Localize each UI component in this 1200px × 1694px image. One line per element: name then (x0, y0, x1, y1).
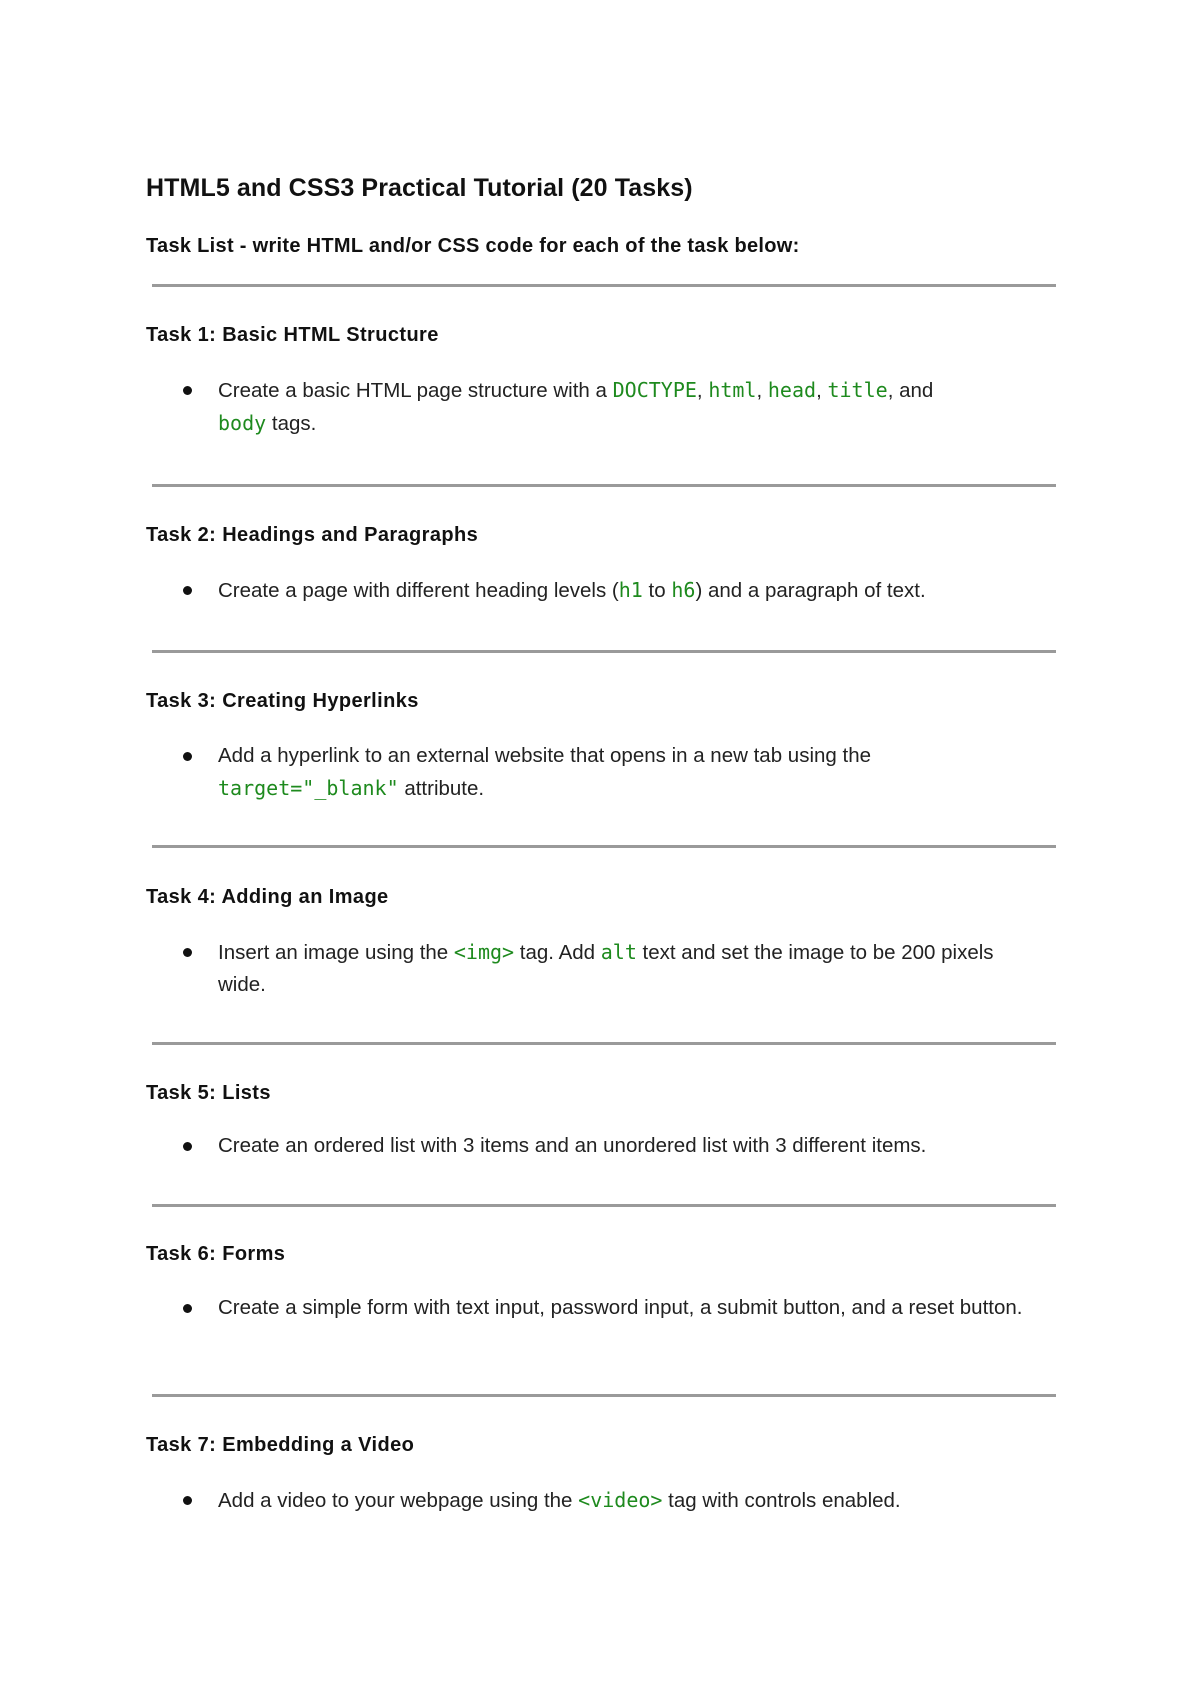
task-4-bullet: Insert an image using the <img> tag. Add alt text and set the image to be 200 pixels wide. (218, 936, 1038, 1001)
divider (152, 484, 1056, 487)
task-3-bullet: Add a hyperlink to an external website that opens in a new tab using the target="_blank" attribute. (218, 740, 1038, 805)
code-title: title (827, 378, 888, 402)
divider (152, 1042, 1056, 1045)
code-h1: h1 (618, 578, 643, 602)
task-7-bullet: Add a video to your webpage using the <video> tag with controls enabled. (218, 1484, 1038, 1517)
code-h6: h6 (671, 578, 696, 602)
task-2-bullet: Create a page with different heading levels (h1 to h6) and a paragraph of text. (218, 574, 1038, 607)
task-1-bullet: Create a basic HTML page structure with a DOCTYPE, html, head, title, and body tags. (218, 374, 1038, 440)
bullet-icon (183, 948, 192, 957)
divider (152, 1204, 1056, 1207)
bullet-icon (183, 752, 192, 761)
task-list-intro: Task List - write HTML and/or CSS code for each of the task below: (146, 235, 800, 257)
divider (152, 1394, 1056, 1397)
divider (152, 284, 1056, 287)
bullet-icon (183, 386, 192, 395)
divider (152, 845, 1056, 848)
bullet-icon (183, 1304, 192, 1313)
code-video: <video> (578, 1488, 663, 1512)
task-6-heading: Task 6: Forms (146, 1243, 286, 1265)
code-body: body (218, 411, 267, 435)
code-alt: alt (600, 940, 637, 964)
code-doctype: DOCTYPE (612, 378, 697, 402)
task-6-bullet: Create a simple form with text input, password input, a submit button, and a reset button. (218, 1292, 1038, 1324)
task-1-heading: Task 1: Basic HTML Structure (146, 324, 439, 346)
code-head: head (767, 378, 817, 402)
bullet-icon (183, 586, 192, 595)
task-5-bullet: Create an ordered list with 3 items and an unordered list with 3 different items. (218, 1130, 1038, 1162)
code-html: html (708, 378, 757, 402)
task-4-heading: Task 4: Adding an Image (146, 886, 389, 908)
code-img: <img> (453, 940, 515, 964)
code-target-blank: target="_blank" (218, 776, 399, 800)
bullet-icon (183, 1496, 192, 1505)
task-2-heading: Task 2: Headings and Paragraphs (146, 524, 479, 546)
bullet-icon (183, 1142, 192, 1151)
task-5-heading: Task 5: Lists (146, 1082, 271, 1104)
divider (152, 650, 1056, 653)
task-3-heading: Task 3: Creating Hyperlinks (146, 690, 419, 712)
task-7-heading: Task 7: Embedding a Video (146, 1434, 415, 1456)
page-title: HTML5 and CSS3 Practical Tutorial (20 Tasks) (146, 174, 693, 202)
